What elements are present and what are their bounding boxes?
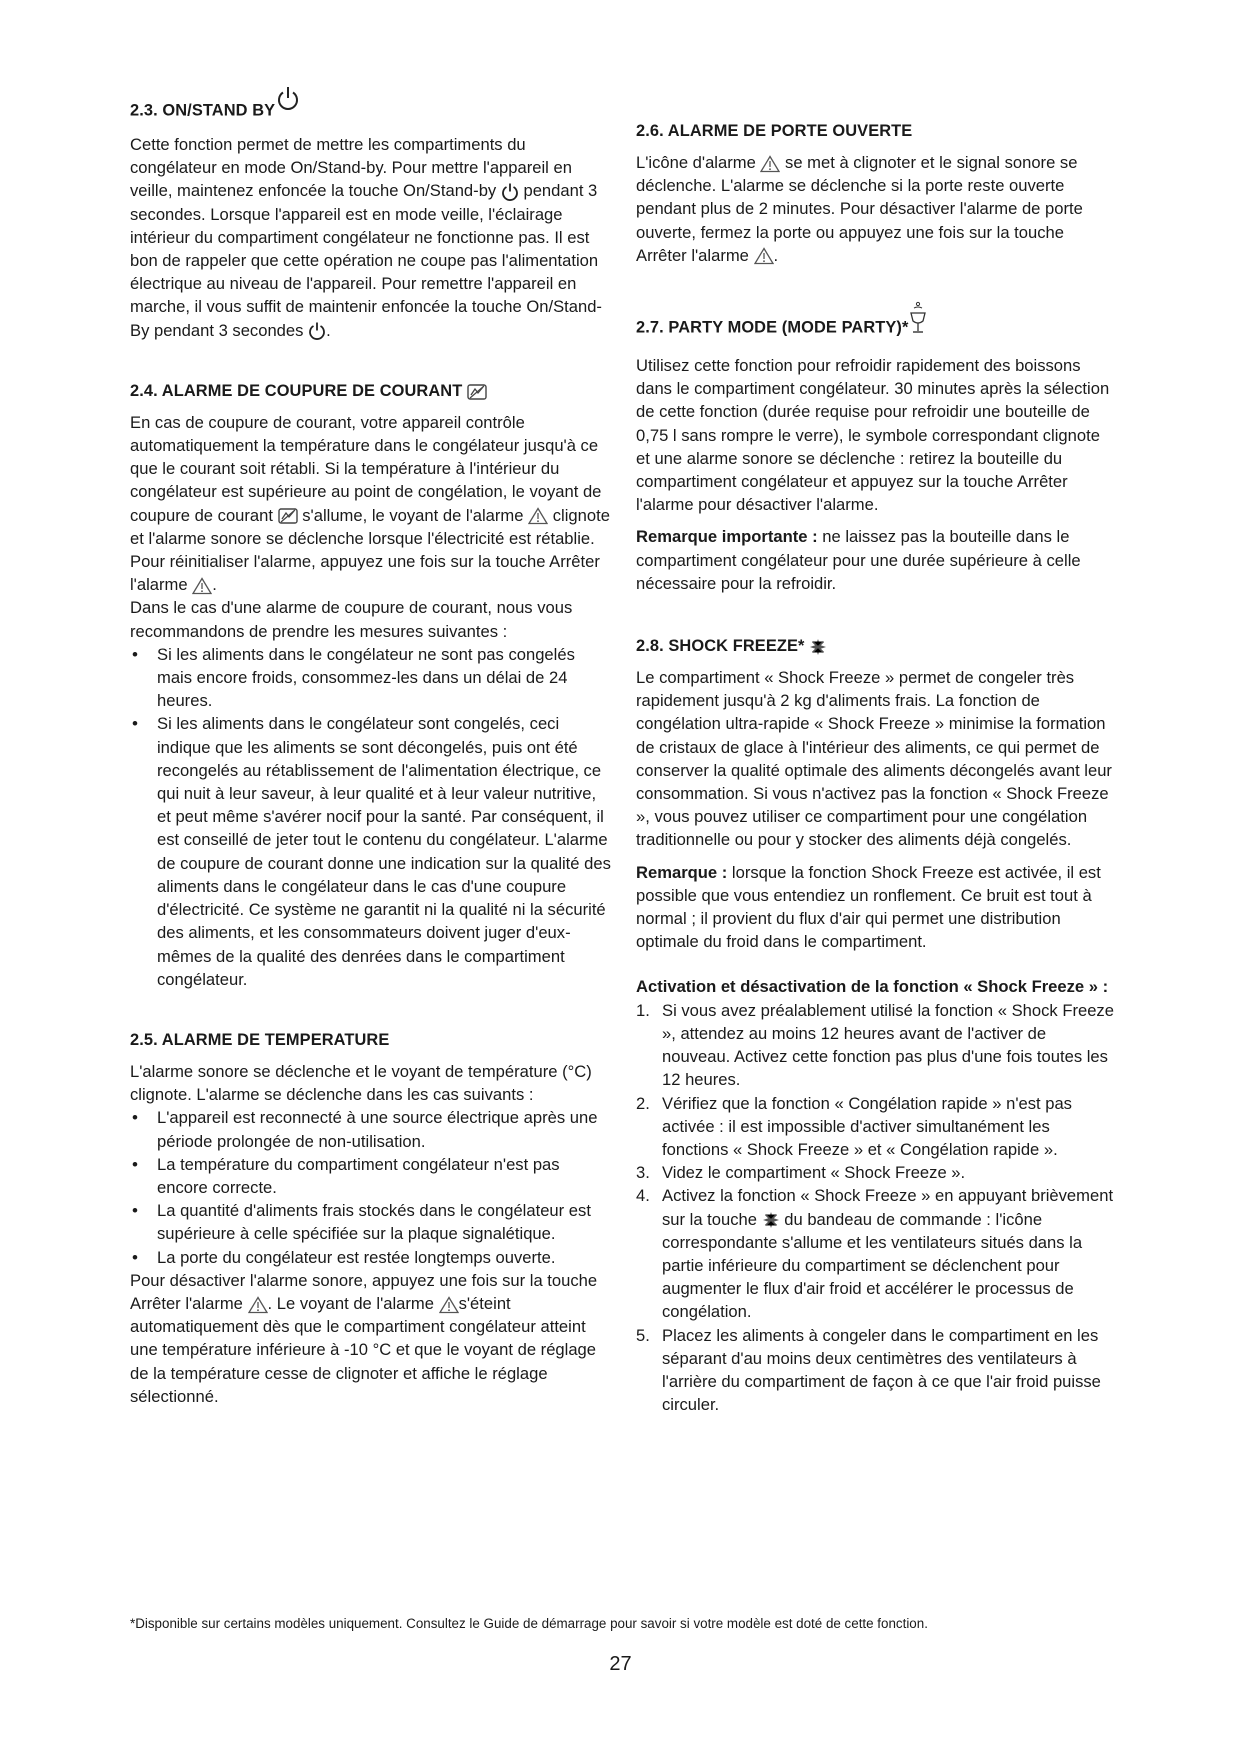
- section-title: 2.6. ALARME DE PORTE OUVERTE: [636, 122, 913, 140]
- page-number: 27: [609, 1653, 632, 1675]
- paragraph: Cette fonction permet de mettre les compartiments du congélateur en mode On/Stand-by. Pour mettre l'appareil en veille, maintenez enfoncée la touche On/Stand-by pendant 3 secondes. Lorsque l'appareil est en mode veille, l'éclairage intérieur du compartiment congélateur ne fonctionne pas. Il est bon de rappeler que cette opération ne coupe pas l'alimentation électrique au niveau de l'appareil. Pour remettre l'appareil en marche, il vous suffit de maintenir enfoncée la touche On/Stand-By pendant 3 secondes .: [130, 135, 602, 340]
- numbered-list: [636, 999, 1118, 1417]
- list-item: • Si les aliments dans le congélateur ne sont pas congelés mais encore froids, consommez-les dans un délai de 24 heures.: [130, 643, 612, 713]
- paragraph: Utilisez cette fonction pour refroidir rapidement des boissons dans le compartiment congélateur. 30 minutes après la sélection de cette fonction (durée requise pour refroidir une bouteille de 0,75 l sans rompre le verre), le symbole correspondant clignote et une alarme sonore se déclenche : retirez la bouteille du compartiment congélateur et appuyez sur la touche Arrêter l'alarme pour désactiver l'alarme.: [636, 356, 1110, 515]
- power-icon: [276, 86, 300, 112]
- paragraph: Le compartiment « Shock Freeze » permet de congeler très rapidement jusqu'à 2 kg d'aliments frais. La fonction de congélation ultra-rapide « Shock Freeze » minimise la formation de cristaux de glace à l'intérieur des aliments, ce qui permet de conserver la qualité optimale des aliments décongelés avant leur consommation. Si vous n'activez pas la fonction « Shock Freeze », vous pouvez utiliser ce compartiment pour une congélation traditionnelle ou pour y stocker des aliments déjà congelés.: [636, 668, 1112, 850]
- section-2-5: [130, 1029, 612, 1408]
- glass-bottle-icon: [908, 301, 928, 335]
- bullet-list: [130, 1106, 612, 1268]
- paragraph: Dans le cas d'une alarme de coupure de courant, nous vous recommandons de prendre les mesures suivantes :: [130, 598, 573, 641]
- power-outage-icon: [467, 383, 487, 401]
- list-item: • La quantité d'aliments frais stockés dans le congélateur est supérieure à celle spécifiée sur la plaque signalétique.: [130, 1199, 612, 1245]
- list-item: • Si les aliments dans le congélateur sont congelés, ceci indique que les aliments se sont décongelés, puis ont été recongelés au rétablissement de l'alimentation électrique, ce qui nuit à leur saveur, à leur qualité et à leur valeur nutritive, et peut même s'avérer nocif pour la santé. Par conséquent, il est conseillé de jeter tout le contenu du congélateur. L'alarme de coupure de courant donne une indication sur la qualité des aliments dans le congélateur dans le cas d'une coupure d'électricité. Ce système ne garantit ni la qualité ni la sécurité des aliments, et les consommateurs doivent juger d'eux-mêmes de la qualité des denrées dans le compartiment congélateur.: [130, 712, 612, 990]
- section-2-6: [636, 120, 1118, 267]
- paragraph: L'alarme sonore se déclenche et le voyant de température (°C) clignote. L'alarme se déclenche dans les cas suivants :: [130, 1061, 592, 1105]
- alarm-triangle-icon: [760, 155, 780, 173]
- list-item: • La température du compartiment congélateur n'est pas encore correcte.: [130, 1153, 612, 1199]
- alarm-triangle-icon: [439, 1296, 459, 1314]
- right-column: [636, 98, 1118, 1454]
- alarm-triangle-icon: [528, 507, 548, 525]
- section-title: 2.7. PARTY MODE (MODE PARTY)*: [636, 311, 1118, 345]
- section-2-7: [636, 311, 1118, 595]
- list-item: 4. Activez la fonction « Shock Freeze » en appuyant brièvement sur la touche du bandeau de commande : l'icône correspondante s'allume et les ventilateurs situés dans la partie inférieure du compartiment se déclenchent pour augmenter le flux d'air froid et accélérer le processus de congélation.: [636, 1186, 1114, 1322]
- section-title: 2.8. SHOCK FREEZE*: [636, 635, 1118, 657]
- power-icon: [308, 321, 326, 341]
- alarm-triangle-icon: [192, 577, 212, 595]
- list-item: • La porte du congélateur est restée longtemps ouverte.: [130, 1246, 612, 1269]
- subheading: Activation et désactivation de la fonction « Shock Freeze » :: [636, 977, 1109, 997]
- left-column: [130, 98, 612, 1446]
- list-item: 5. Placez les aliments à congeler dans le compartiment en les séparant d'au moins deux centimètres des ventilateurs à l'arrière du compartiment de façon à ce que l'air froid puisse circuler.: [636, 1325, 1101, 1415]
- footnote: *Disponible sur certains modèles uniquement. Consultez le Guide de démarrage pour savoir si votre modèle est doté de cette fonction.: [130, 1616, 928, 1631]
- power-icon: [501, 182, 519, 202]
- snowflake-icon: [762, 1211, 780, 1229]
- list-item: 1. Si vous avez préalablement utilisé la fonction « Shock Freeze », attendez au moins 12 heures avant de l'activer de nouveau. Activez cette fonction pas plus d'une fois toutes les 12 heures.: [636, 1000, 1114, 1090]
- section-2-3: [130, 98, 612, 342]
- section-title: 2.3. ON/STAND BY: [130, 98, 612, 124]
- alarm-triangle-icon: [754, 247, 774, 265]
- list-item: 3. Videz le compartiment « Shock Freeze ».: [636, 1163, 966, 1183]
- paragraph: Pour désactiver l'alarme sonore, appuyez une fois sur la touche Arrêter l'alarme . Le voyant de l'alarme s'éteint automatiquement dès que le compartiment congélateur atteint une température inférieure à -10 °C et que le voyant de réglage de la température cesse de clignoter et affiche le réglage sélectionné.: [130, 1270, 598, 1406]
- paragraph: Pour réinitialiser l'alarme, appuyez une fois sur la touche Arrêter l'alarme .: [130, 552, 600, 595]
- list-item: 2. Vérifiez que la fonction « Congélation rapide » n'est pas activée : il est impossible d'activer simultanément les fonctions « Shock Freeze » et « Congélation rapide ».: [636, 1093, 1072, 1159]
- section-title: 2.5. ALARME DE TEMPERATURE: [130, 1030, 390, 1049]
- note-paragraph: Remarque : lorsque la fonction Shock Freeze est activée, il est possible que vous entendiez un ronflement. Ce bruit est tout à normal ; il provient du flux d'air qui permet une distribution optimale du froid dans le compartiment.: [636, 862, 1101, 952]
- note-paragraph: Remarque importante : ne laissez pas la bouteille dans le compartiment congélateur pour une durée supérieure à celle nécessaire pour la refroidir.: [636, 527, 1081, 593]
- paragraph: L'icône d'alarme se met à clignoter et le signal sonore se déclenche. L'alarme se déclenche si la porte reste ouverte pendant plus de 2 minutes. Pour désactiver l'alarme de porte ouverte, fermez la porte ou appuyez une fois sur la touche Arrêter l'alarme .: [636, 153, 1083, 265]
- power-outage-icon: [278, 507, 298, 525]
- alarm-triangle-icon: [248, 1296, 268, 1314]
- bullet-list: [130, 643, 612, 991]
- section-title: 2.4. ALARME DE COUPURE DE COURANT: [130, 380, 612, 402]
- list-item: • L'appareil est reconnecté à une source électrique après une période prolongée de non-utilisation.: [130, 1106, 612, 1152]
- snowflake-icon: [809, 638, 827, 656]
- section-2-8: [636, 635, 1118, 1416]
- section-2-4: [130, 380, 612, 991]
- paragraph: En cas de coupure de courant, votre appareil contrôle automatiquement la température dans le congélateur jusqu'à ce que le courant soit rétabli. Si la température à l'intérieur du congélateur est supérieure au point de congélation, le voyant de coupure de courant s'allume, le voyant de l'alarme clignote et l'alarme sonore se déclenche lorsque l'électricité est rétablie.: [130, 412, 610, 548]
